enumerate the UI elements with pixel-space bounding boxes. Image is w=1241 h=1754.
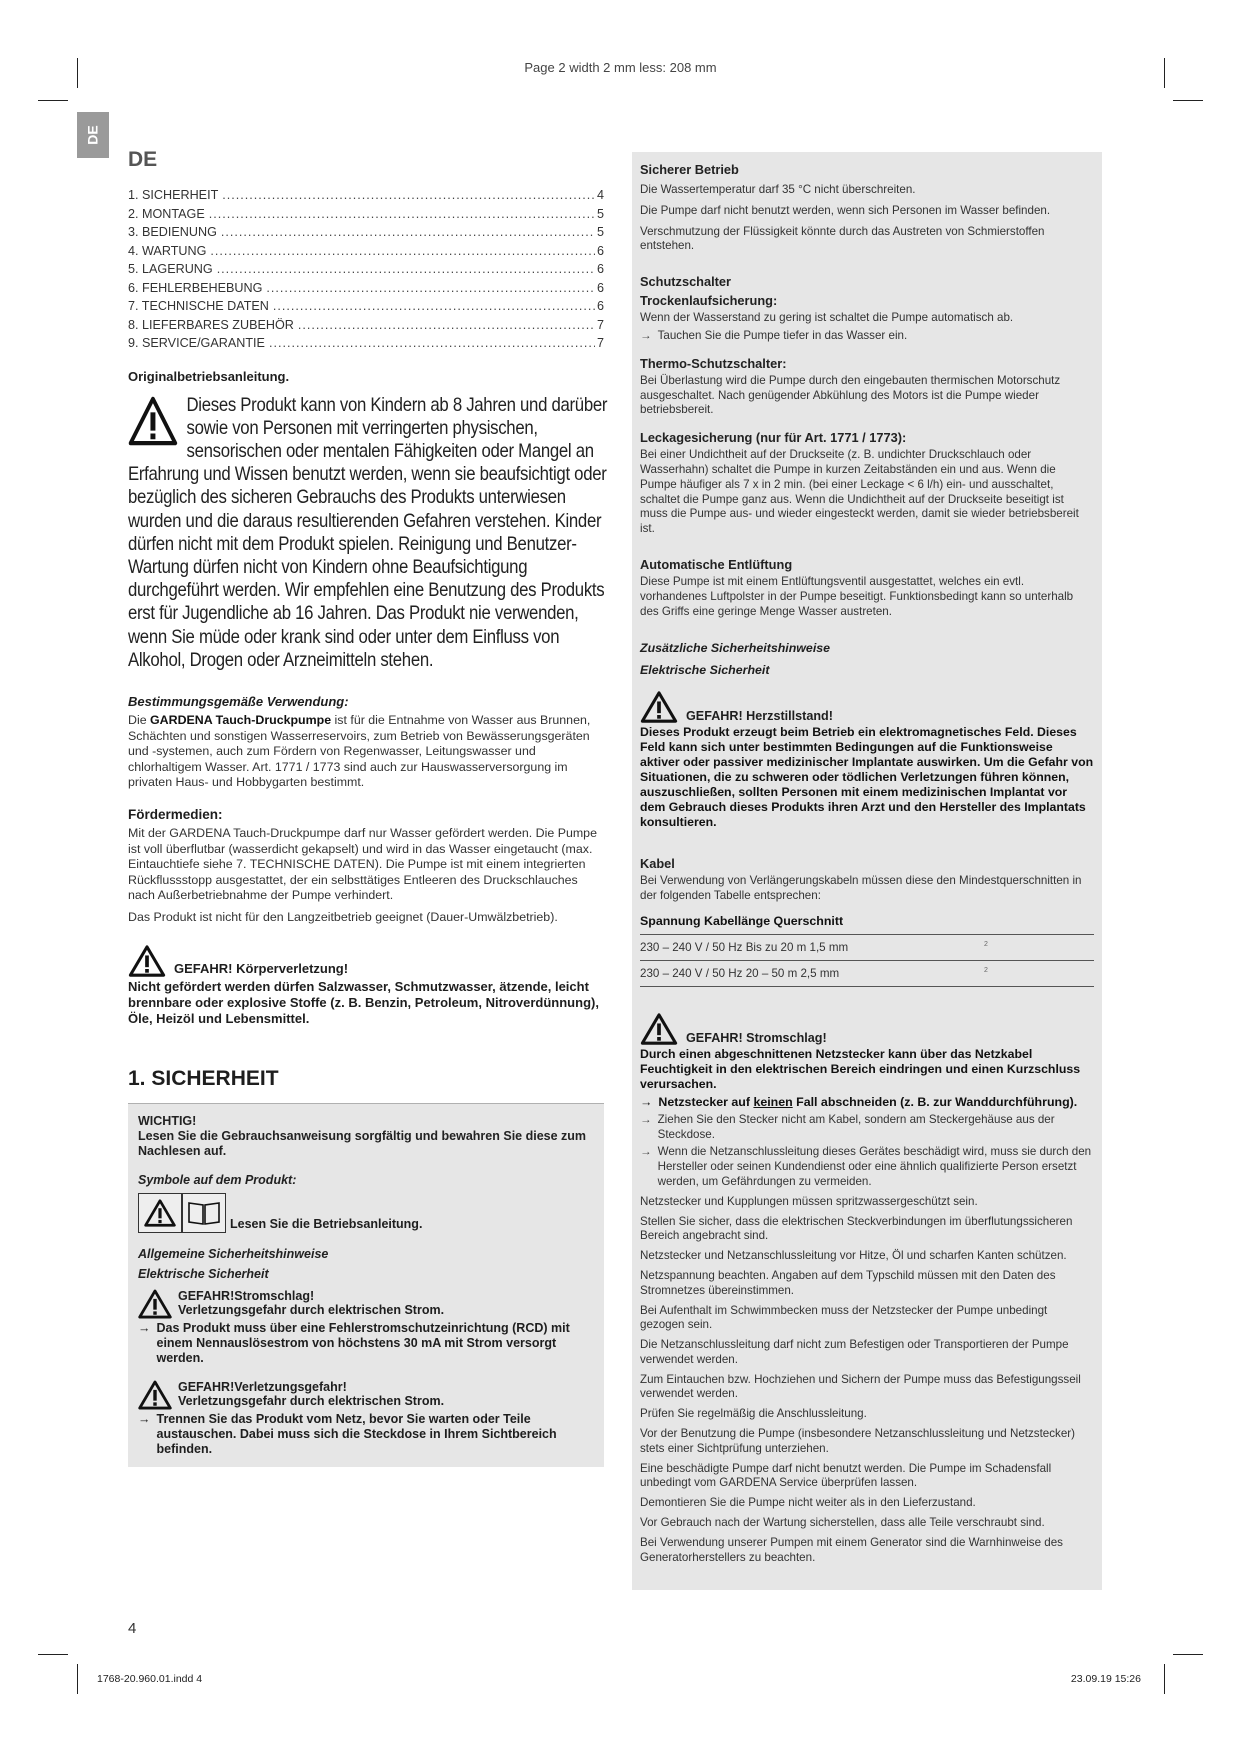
paragraph: Bei Überlastung wird die Pumpe durch den eingebauten thermischen Motorschutz ausgeschaltet. Nach genügender Abkühlung des Motors ist die Pumpe wieder betriebsbereit. [640,373,1061,417]
danger-injury: GEFAHR! Körperverletzung! Nicht gefördert werden dürfen Salzwasser, Schmutzwasser, ätzende, leicht brennbare oder explosive Stoffe (z. B. Benzin, Petroleum, Nitroverdünnung), Öle, Heizöl und Lebensmittel. [128,945,604,1027]
list-item: → Ziehen Sie den Stecker nicht am Kabel, sondern am Steckergehäuse aus der Steckdose. [640,1112,1055,1141]
crop-mark [1173,100,1203,101]
general-safety-title: Allgemeine Sicherheitshinweise [138,1247,329,1262]
paragraph: Die Netzanschlussleitung darf nicht zum Befestigen oder Transportieren der Pumpe verwendet werden. [640,1338,1069,1366]
leak-title: Leckagesicherung (nur für Art. 1771 / 1773): [640,430,907,446]
paragraph: Diese Pumpe ist mit einem Entlüftungsventil ausgestattet, welches ein evtl. vorhandenes Luftpolster in der Pumpe beseitigt. Funktionsbedingt kann so unterhalb des Griffs eine geringe Menge Wasser austreten. [640,574,1074,618]
symbols-row [138,1193,594,1233]
symbols-label: Lesen Sie die Betriebsanleitung. [230,1217,423,1232]
left-column [128,148,608,1467]
paragraph: Prüfen Sie regelmäßig die Anschlussleitung. [640,1407,867,1421]
list-item: → Das Produkt muss über eine Fehlerstromschutzeinrichtung (RCD) mit einem Nennauslösestrom von höchstens 30 mA mit Strom versorgt werden. [138,1321,570,1366]
warning-icon [144,1199,176,1227]
arrow-icon: → [138,1412,151,1427]
toc-item[interactable]: 4. WARTUNG ..... 6 [128,242,604,261]
paragraph: Vor Gebrauch nach der Wartung sicherstellen, dass alle Teile verschraubt sind. [640,1516,1045,1530]
dry-run-title: Trockenlaufsicherung: [640,293,778,309]
page-header: Page 2 width 2 mm less: 208 mm [524,60,717,75]
danger-electric: GEFAHR!Stromschlag! Verletzungsgefahr durch elektrischen Strom. [138,1289,594,1319]
paragraph: Bei einer Undichtheit auf der Druckseite (z. B. undichter Druckschlauch oder Wasserhahn) schaltet die Pumpe in kurzen Zeitabständen ein und aus. Wenn die Pumpe häufiger als 7 x in 2 min. (bei einer Leckage < 6 l/h) ein- und ausschaltet, schaltet die Pumpe ganz aus. Wenn die Undichtheit auf der Druckseite beseitigt ist muss die Pumpe aus- und wieder eingesteckt werden, damit sie wieder betriebsbereit ist. [640,448,1079,536]
paragraph: Netzspannung beachten. Angaben auf dem Typschild müssen mit den Daten des Stromnetzes übereinstimmen. [640,1268,1056,1297]
paragraph: Demontieren Sie die Pumpe nicht weiter als in den Lieferzustand. [640,1496,976,1510]
vent-title: Automatische Entlüftung [640,556,793,572]
important-text: Lesen Sie die Gebrauchsanweisung sorgfältig und bewahren Sie diese zum Nachlesen auf. [138,1129,587,1159]
media-paragraph: Das Produkt ist nicht für den Langzeitbetrieb geeignet (Dauer-Umwälzbetrieb). [128,909,558,924]
list-item: → Netzstecker auf keinen Fall abschneiden (z. B. zur Wanddurchführung). [640,1094,1078,1109]
paragraph: Bei Verwendung unserer Pumpen mit einem Generator sind die Warnhinweise des Generatorherstellers zu beachten. [640,1535,1063,1564]
paragraph: Eine beschädigte Pumpe darf nicht benutzt werden. Die Pumpe im Schadensfall unbedingt vom GARDENA Service überprüfen lassen. [640,1461,1052,1490]
paragraph: Die Wassertemperatur darf 35 °C nicht überschreiten. [640,183,916,196]
toc-item[interactable]: 3. BEDIENUNG ..... 5 [128,223,604,242]
symbols-title: Symbole auf dem Produkt: [138,1173,297,1188]
danger-injury-electric: GEFAHR!Verletzungsgefahr! Verletzungsgefahr durch elektrischen Strom. [138,1380,594,1410]
original-instructions-label: Originalbetriebsanleitung. [128,368,290,384]
danger-heart-text: Dieses Produkt erzeugt beim Betrieb ein elektromagnetisches Feld. Dieses Feld kann sich unter bestimmten Bedingungen auf die Funktionsweise aktiver oder passiver medizinischer Implantate auswirken. Um die Gefahr von Situationen, die zu schweren oder tödlichen Verletzungen führen können, auszuschließen, sollten Personen mit einem medizinischen Implantat vor dem Gebrauch dieses Produkts ihren Arzt und den Hersteller des Implantats konsultieren. [640,725,1094,830]
list-item: → Trennen Sie das Produkt vom Netz, bevor Sie warten oder Teile austauschen. Dabei muss sich die Steckdose in Ihrem Sichtbereich befinden. [138,1412,557,1457]
paragraph: Stellen Sie sicher, dass die elektrischen Steckverbindungen im überflutungssicheren Bereich angebracht sind. [640,1214,1073,1243]
warning-icon [128,396,178,446]
toc-item[interactable]: 1. SICHERHEIT ..... 4 [128,186,604,205]
warning-icon [138,1289,172,1319]
crop-mark [77,1664,78,1694]
protection-switch-title: Schutzschalter [640,274,732,290]
toc-item[interactable]: 7. TECHNISCHE DATEN ..... 6 [128,297,604,316]
footer-file: 1768-20.960.01.indd 4 [97,1673,203,1685]
arrow-icon: → [640,1112,652,1126]
intended-use-title: Bestimmungsgemäße Verwendung: [128,693,349,709]
table-row: 230 – 240 V / 50 Hz Bis zu 20 m 1,5 mm 2 [640,934,1094,960]
warning-icon [138,1380,172,1410]
safety-box [128,1103,604,1467]
paragraph: Netzstecker und Kupplungen müssen spritzwassergeschützt sein. [640,1194,978,1208]
crop-mark [1164,1664,1165,1694]
danger-shock: GEFAHR! Stromschlag! [640,1013,1094,1045]
arrow-icon: → [640,1094,653,1109]
book-icon [187,1200,221,1226]
section-title: 1. SICHERHEIT [128,1067,279,1091]
arrow-icon: → [138,1321,151,1336]
safe-operation-title: Sicherer Betrieb [640,162,739,177]
paragraph: Wenn der Wasserstand zu gering ist schaltet die Pumpe automatisch ab. [640,311,1014,325]
electric-safety-title: Elektrische Sicherheit [640,663,770,678]
paragraph: Netzstecker und Netzanschlussleitung vor Hitze, Öl und scharfen Kanten schützen. [640,1249,1067,1263]
table-header: Spannung Kabellänge Querschnitt [640,910,1094,935]
cable-table [640,910,1094,987]
language-title: DE [128,148,158,171]
paragraph: Bei Verwendung von Verlängerungskabeln müssen diese den Mindestquerschnitten in der folgenden Tabelle entsprechen: [640,874,1082,903]
list-item: → Tauchen Sie die Pumpe tiefer in das Wasser ein. [640,328,908,342]
danger-heart: GEFAHR! Herzstillstand! [640,691,1094,723]
extra-safety-title: Zusätzliche Sicherheitshinweise [640,641,831,656]
electric-safety-paragraphs [640,1195,1094,1566]
right-column [632,152,1102,1590]
page-number: 4 [128,1620,137,1637]
toc-item[interactable]: 8. LIEFERBARES ZUBEHÖR ..... 7 [128,316,604,335]
media-paragraph: Mit der GARDENA Tauch-Druckpumpe darf nur Wasser gefördert werden. Die Pumpe ist voll überflutbar (wasserdicht gekapselt) und wird in das Wasser eingetaucht (max. Eintauchtiefe siehe 7. TECHNISCHE DATEN). Die Pumpe ist mit einem integrierten Rückflussstopp ausgestattet, der ein selbsttätiges Entleeren des Druckschlauches nach Außerbetriebnahme der Pumpe verhindert. [128,825,597,903]
paragraph: Zum Eintauchen bzw. Hochziehen und Sichern der Pumpe muss das Befestigungsseil verwendet werden. [640,1372,1081,1401]
warning-icon [640,1013,678,1045]
intended-use-text: Die GARDENA Tauch-Druckpumpe ist für die Entnahme von Wasser aus Brunnen, Schächten und sonstigen Wasserreservoirs, zum Betrieb von Bewässerungsgeräten und -systemen, auch zum Fördern von Regenwasser, Leitungswasser und chlorhaltigem Wasser. Art. 1771 / 1773 sind auch zur Hauswasserversorgung im privaten Haus- und Hobbygarten bestimmt. [128,712,591,790]
warning-symbol [138,1193,182,1233]
warning-icon [640,691,678,723]
table-row: 230 – 240 V / 50 Hz 20 – 50 m 2,5 mm 2 [640,960,1094,986]
manual-symbol [182,1193,226,1233]
footer-date: 23.09.19 15:26 [1070,1673,1141,1685]
arrow-icon: → [640,328,652,342]
table-of-contents [128,186,604,353]
electric-safety-title: Elektrische Sicherheit [138,1267,269,1282]
list-item: → Wenn die Netzanschlussleitung dieses Gerätes beschädigt wird, muss sie durch den Hersteller oder seinen Kundendienst oder eine ähnlich qualifizierte Person ersetzt werden, um Gefährdungen zu vermeiden. [640,1145,1092,1188]
paragraph: Die Pumpe darf nicht benutzt werden, wenn sich Personen im Wasser befinden. [640,203,1051,217]
children-warning: Dieses Produkt kann von Kindern ab 8 Jahren und darüber sowie von Personen mit verringerten physischen, sensorischen oder mentalen Fähigkeiten oder Mangel an Erfahrung und Wissen benutzt werden, wenn sie beaufsichtigt oder bezüglich des sicheren Gebrauchs des Produkts unterwiesen wurden und die daraus resultierenden Gefahren verstehen. Kinder dürfen nicht mit dem Produkt spielen. Reinigung und Benutzer-Wartung dürfen nicht von Kindern ohne Beaufsichtigung durchgeführt werden. Wir empfehlen eine Benutzung des Produkts erst für Jugendliche ab 16 Jahren. Das Produkt nie verwenden, wenn Sie müde oder krank sind oder unter dem Einfluss von Alkohol, Drogen oder Arzneimitteln stehen. [128,393,608,671]
crop-mark [38,1654,68,1655]
toc-item[interactable]: 5. LAGERUNG ..... 6 [128,260,604,279]
crop-mark [38,100,68,101]
thermo-title: Thermo-Schutzschalter: [640,355,787,371]
toc-item[interactable]: 2. MONTAGE ..... 5 [128,205,604,224]
toc-item[interactable]: 9. SERVICE/GARANTIE ..... 7 [128,334,604,353]
danger-shock-text: Durch einen abgeschnittenen Netzstecker kann über das Netzkabel Feuchtigkeit in den elektrischen Bereich eindringen und einen Kurzschluss verursachen. [640,1046,1081,1091]
crop-mark [1173,1654,1203,1655]
cable-title: Kabel [640,856,675,872]
media-title: Fördermedien: [128,806,223,822]
paragraph: Verschmutzung der Flüssigkeit könnte durch das Austreten von Schmierstoffen entstehen. [640,224,1045,253]
arrow-icon: → [640,1145,652,1159]
paragraph: Bei Aufenthalt im Schwimmbecken muss der Netzstecker der Pumpe unbedingt gezogen sein. [640,1303,1048,1332]
important-label: WICHTIG! [138,1114,197,1129]
warning-icon [128,945,166,977]
paragraph: Vor der Benutzung die Pumpe (insbesondere Netzanschlussleitung und Netzstecker) stets einer Sichtprüfung unterziehen. [640,1427,1076,1455]
language-tab: DE [77,112,109,158]
toc-item[interactable]: 6. FEHLERBEHEBUNG ..... 6 [128,279,604,298]
